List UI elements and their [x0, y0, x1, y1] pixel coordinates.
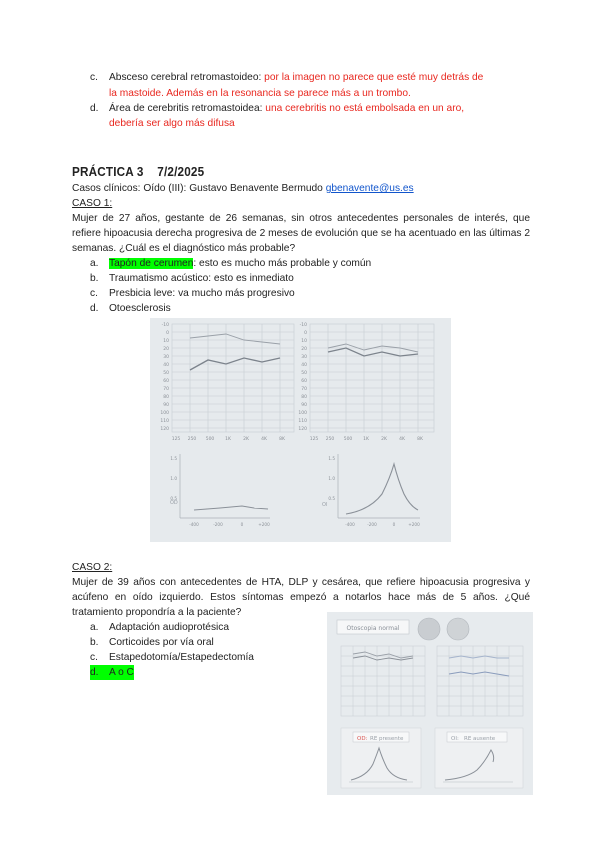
- audiogram-figure: [150, 318, 451, 542]
- case-2-audiogram-photo: [327, 612, 533, 795]
- practice-title: PRÁCTICA 3: [72, 164, 144, 179]
- ear-label: OD: [170, 500, 178, 506]
- answer-highlight: Tapón de cerumen: [109, 258, 194, 269]
- svg-text:2K: 2K: [381, 437, 387, 442]
- otoscopy-label: Otoscopia normal: [346, 625, 400, 632]
- option-label: c.: [90, 652, 98, 663]
- comment-text: por la imagen no parece que esté muy detrás de: [264, 72, 484, 83]
- tympanogram-caption: RE presente: [370, 736, 404, 742]
- svg-text:250: 250: [325, 437, 335, 442]
- answer-highlight: [90, 665, 134, 680]
- svg-text:40: 40: [301, 363, 307, 368]
- svg-text:0: 0: [166, 331, 169, 336]
- svg-text:110: 110: [160, 419, 169, 424]
- option-label: c.: [90, 288, 98, 299]
- practice-heading: [72, 164, 204, 179]
- option-text: Otoesclerosis: [109, 303, 171, 314]
- practice-date: 7/2/2025: [157, 164, 205, 179]
- case-2-heading: CASO 2:: [72, 562, 113, 573]
- svg-text:80: 80: [163, 395, 169, 400]
- comment-text: una cerebritis no está embolsada en un aro,: [265, 103, 465, 114]
- option-text: Corticoides por vía oral: [109, 637, 214, 648]
- svg-text:8K: 8K: [279, 437, 285, 442]
- svg-text:110: 110: [298, 419, 307, 424]
- option-label: a.: [90, 622, 99, 633]
- svg-text:20: 20: [301, 347, 307, 352]
- svg-text:60: 60: [163, 379, 169, 384]
- svg-text:-10: -10: [161, 323, 169, 328]
- svg-text:-200: -200: [367, 522, 377, 527]
- svg-text:120: 120: [160, 427, 169, 432]
- case-1-paragraph: Mujer de 27 años, gestante de 26 semanas, sin otros antecedentes personales de interés, que refiere hipoacusia derecha progresiva de 2 meses de evolución que se ha acentuado en las últimas 2 semanas. ¿Cuál es el diagnóstico más probable?: [72, 213, 530, 254]
- svg-text:30: 30: [301, 355, 307, 360]
- option-label: b.: [90, 637, 99, 648]
- svg-text:10: 10: [301, 339, 307, 344]
- svg-text:1K: 1K: [363, 437, 369, 442]
- option-text: Área de cerebritis retromastoidea:: [109, 103, 263, 114]
- svg-text:4K: 4K: [399, 437, 405, 442]
- svg-text:0.5: 0.5: [328, 496, 335, 501]
- tympanogram-caption: RE ausente: [464, 736, 496, 742]
- svg-text:8K: 8K: [417, 437, 423, 442]
- svg-text:80: 80: [301, 395, 307, 400]
- ear-label: OI: [322, 502, 328, 508]
- svg-text:10: 10: [163, 339, 169, 344]
- svg-text:1K: 1K: [225, 437, 231, 442]
- option-label: b.: [90, 273, 99, 284]
- svg-text:90: 90: [301, 403, 307, 408]
- svg-text:60: 60: [301, 379, 307, 384]
- svg-text:2K: 2K: [243, 437, 249, 442]
- case-1-audiogram-photo: [150, 318, 451, 542]
- option-text: Estapedotomía/Estapedectomía: [109, 652, 254, 663]
- option-label: a.: [90, 258, 99, 269]
- svg-text:+200: +200: [258, 522, 270, 527]
- eardrum-image: [447, 618, 469, 640]
- option-text: Presbicia leve: va mucho más progresivo: [109, 288, 295, 299]
- svg-text:1.0: 1.0: [170, 476, 177, 481]
- subtitle: [72, 181, 414, 196]
- svg-text:90: 90: [163, 403, 169, 408]
- svg-text:0: 0: [304, 331, 307, 336]
- svg-text:30: 30: [163, 355, 169, 360]
- svg-text:500: 500: [205, 437, 215, 442]
- svg-text:-200: -200: [213, 522, 223, 527]
- option-text: Traumatismo acústico: esto es inmediato: [109, 273, 294, 284]
- case-2-figure: [327, 612, 533, 795]
- svg-text:1.5: 1.5: [170, 456, 177, 461]
- svg-text:125: 125: [309, 437, 319, 442]
- caption-prefix: OD:: [357, 736, 368, 742]
- list-label: d.: [90, 103, 99, 114]
- svg-text:100: 100: [298, 411, 307, 416]
- subtitle-text: Casos clínicos: Oído (III): Gustavo Benavente Bermudo: [72, 183, 323, 194]
- comment-text: la mastoide. Además en la resonancia se parece más a un trombo.: [109, 88, 411, 99]
- svg-text:125: 125: [171, 437, 181, 442]
- eardrum-image: [418, 618, 440, 640]
- case-2-paragraph: Mujer de 39 años con antecedentes de HTA, DLP y cesárea, que refiere hipoacusia progresiva y acúfeno en oído izquierdo. Estos síntomas empezó a notarlos hace más de 5 años. ¿Qué tratamiento propondría a la paciente?: [72, 577, 530, 618]
- svg-text:0: 0: [240, 522, 244, 527]
- email-link[interactable]: gbenavente@us.es: [325, 183, 414, 194]
- svg-text:20: 20: [163, 347, 169, 352]
- svg-text:0.5: 0.5: [170, 496, 177, 501]
- option-text: : esto es mucho más probable y común: [193, 258, 372, 269]
- option-label: d.: [90, 303, 99, 314]
- caption-prefix: OI:: [451, 736, 459, 742]
- case-1-heading: CASO 1:: [72, 198, 113, 209]
- option-label: d.: [90, 667, 99, 678]
- svg-text:-400: -400: [345, 522, 355, 527]
- svg-text:100: 100: [160, 411, 169, 416]
- svg-text:-400: -400: [189, 522, 199, 527]
- svg-text:50: 50: [301, 371, 307, 376]
- svg-text:250: 250: [187, 437, 197, 442]
- option-text: A o C: [109, 667, 134, 678]
- svg-text:1.5: 1.5: [328, 456, 335, 461]
- svg-text:1.0: 1.0: [328, 476, 335, 481]
- svg-text:70: 70: [163, 387, 169, 392]
- svg-text:70: 70: [301, 387, 307, 392]
- svg-text:4K: 4K: [261, 437, 267, 442]
- comment-text: debería ser algo más difusa: [109, 118, 235, 129]
- svg-text:-10: -10: [299, 323, 307, 328]
- svg-text:120: 120: [298, 427, 307, 432]
- svg-text:500: 500: [343, 437, 353, 442]
- list-label: c.: [90, 72, 98, 83]
- svg-text:50: 50: [163, 371, 169, 376]
- svg-text:0: 0: [392, 522, 396, 527]
- svg-text:40: 40: [163, 363, 169, 368]
- svg-text:+200: +200: [408, 522, 420, 527]
- option-text: Absceso cerebral retromastoideo:: [109, 72, 262, 83]
- option-text: Adaptación audioprotésica: [109, 622, 230, 633]
